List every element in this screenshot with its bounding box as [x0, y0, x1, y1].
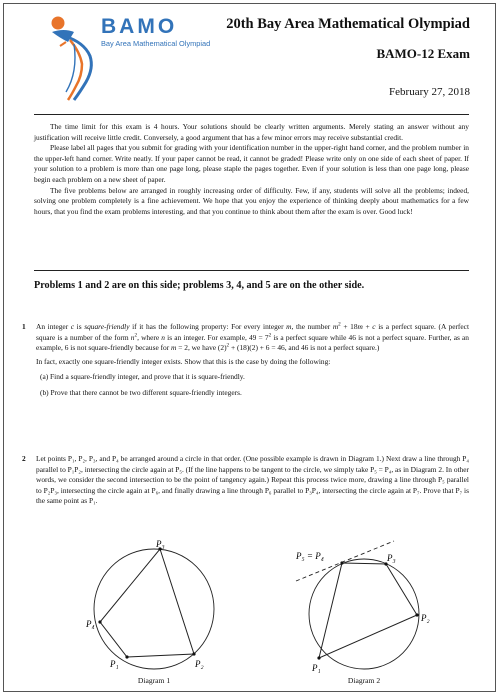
divider	[34, 114, 469, 115]
problem-2	[22, 454, 469, 510]
label-p1: P₁	[312, 663, 321, 673]
point-p2	[192, 652, 195, 655]
part-b: (b) Prove that there cannot be two different square-friendly integers.	[40, 387, 242, 397]
logo-wordmark: BAMO	[101, 15, 178, 38]
instructions	[34, 122, 469, 217]
point-p1	[125, 655, 128, 658]
divider	[34, 270, 469, 271]
page-title: 20th Bay Area Mathematical Olympiad	[226, 16, 470, 32]
label-p3: P₃	[387, 553, 396, 563]
diagram-1	[74, 539, 234, 689]
problems-announcement: Problems 1 and 2 are on this side; problems 3, 4, and 5 are on the other side.	[34, 280, 365, 291]
point-p1	[317, 656, 320, 659]
problem-number: 2	[22, 454, 26, 463]
problem-1-task: In fact, exactly one square-friendly integer exists. Show that this is the case by doing the following:	[36, 356, 331, 366]
bamo-logo	[44, 12, 211, 104]
instructions-paragraph: The time limit for this exam is 4 hours. Your solutions should be clearly written arguments. Merely stating an answer without any justification will receive little credit. Conversely, a good argument that has a few minor errors may receive substantial credit.	[34, 122, 469, 142]
quadrilateral	[319, 563, 417, 658]
diagram-2	[284, 539, 454, 689]
exam-date: February 27, 2018	[389, 86, 470, 98]
point-p2	[415, 613, 418, 616]
exam-name: BAMO-12 Exam	[376, 46, 470, 61]
point-p4	[340, 561, 343, 564]
label-p4: P₄	[86, 619, 95, 629]
problem-2-statement: Let points P₁, P₂, P₃, and P₄ be arranged around a circle in that order. (One possible example is drawn in Diagram 1.) Next draw a line through P₄ parallel to P₁P₂, intersecting the circle again at P₅. (If the line happens to be tangent to the circle, we simply take P₅ = P₄, as in Diagram 2. In other words, we consider the second intersection to be the point of tangency again.) Repeat this process twice more, drawing a line through P₅ parallel to P₂P₃, intersecting the circle again at P₆, and finally drawing a line through P₆ parallel to P₃P₄, intersecting the circle again at P₇. Prove that P₇ is the same point as P₁.	[36, 454, 469, 506]
exam-page	[3, 3, 496, 692]
bamo-figure-icon	[44, 12, 104, 104]
part-a: (a) Find a square-friendly integer, and prove that it is square-friendly.	[40, 372, 245, 382]
label-p2: P₂	[195, 659, 204, 669]
circle	[94, 549, 214, 669]
point-p4	[98, 620, 101, 623]
diagram-2-caption: Diagram 2	[347, 676, 381, 685]
problem-number: 1	[22, 322, 26, 331]
label-p3: P₃	[156, 539, 165, 549]
label-p2: P₂	[421, 613, 430, 623]
logo-subtitle: Bay Area Mathematical Olympiad	[101, 39, 211, 48]
label-p5-p4: P₅ = P₄	[296, 551, 324, 561]
diagram-1-caption: Diagram 1	[137, 676, 171, 685]
problem-1-parts	[40, 372, 469, 398]
problem-1	[22, 321, 470, 404]
circle	[309, 559, 419, 669]
problem-1-statement: An integer c is square-friendly if it has the following property: For every integer m, the number $m^2 + 18m + c$ is a perfect square. (A perfect square is a number of the form $n^2$, where n is an integer. For example, $49 = 7^2$ is a perfect square while 46 is not a perfect square. Further, as an example, 6 is not square-friendly because for m = 2, we have $(2)^2 + (18)(2) + 6 = 46$, and 46 is not a perfect square.)	[36, 321, 470, 353]
instructions-paragraph: Please label all pages that you submit for grading with your identification number in the upper-right hand corner, and the problem number in the upper-left hand corner. Write neatly. If your paper cannot be read, it cannot be graded! Please write only on one side of each sheet of paper. If your solution to a problem is more than one page long, please staple the pages together. Even if your solution is less than one page long, please begin each problem on a new sheet of paper.	[34, 143, 469, 184]
label-p1: P₁	[110, 659, 119, 669]
instructions-paragraph: The five problems below are arranged in roughly increasing order of difficulty. Few, if any, students will solve all the problems; indeed, solving one problem completely is a fine achievement. We hope that you enjoy the experience of thinking deeply about mathematics for a few hours, that you find the exam problems interesting, and that you continue to think about them after the exam is over. Good luck!	[34, 185, 469, 216]
quadrilateral	[100, 549, 194, 657]
